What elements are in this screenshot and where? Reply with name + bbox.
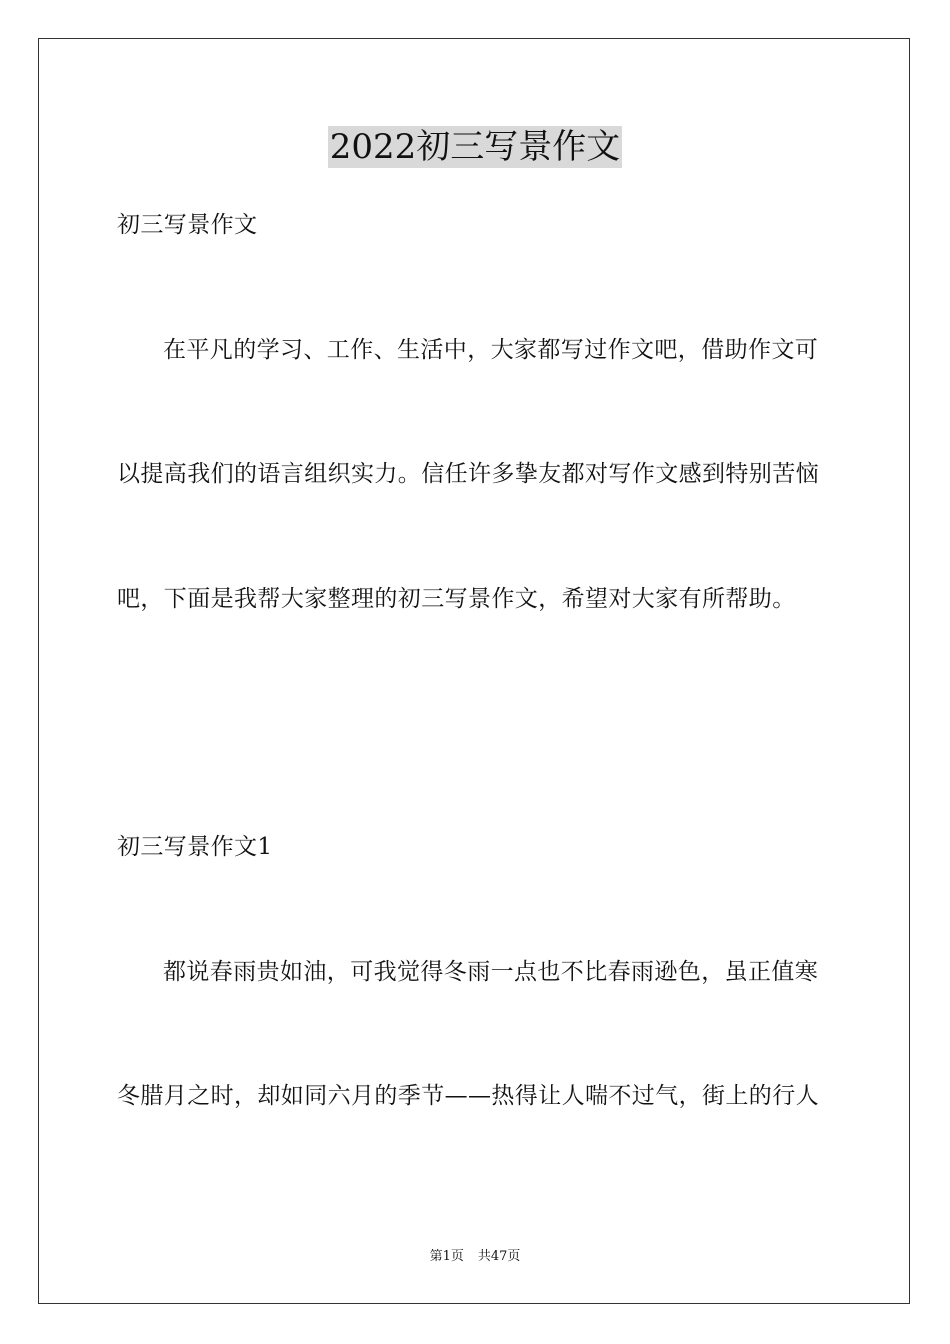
intro-line: 以提高我们的语言组织实力。信任许多挚友都对写作文感到特别苦恼 xyxy=(117,461,819,487)
section-line: 冬腊月之时，却如同六月的季节——热得让人喘不过气，街上的行人 xyxy=(117,1083,819,1109)
title-container xyxy=(0,126,950,168)
section-heading: 初三写景作文1 xyxy=(117,834,273,860)
document-subtitle: 初三写景作文 xyxy=(117,212,258,238)
total-pages: 共47页 xyxy=(477,1249,521,1264)
intro-line: 吧，下面是我帮大家整理的初三写景作文，希望对大家有所帮助。 xyxy=(117,586,796,612)
intro-line: 在平凡的学习、工作、生活中，大家都写过作文吧，借助作文可 xyxy=(163,337,819,363)
document-title: 2022初三写景作文 xyxy=(329,127,621,167)
section-line: 都说春雨贵如油，可我觉得冬雨一点也不比春雨逊色，虽正值寒 xyxy=(163,959,819,985)
page-number: 第1页 xyxy=(429,1249,464,1264)
page-footer xyxy=(0,1249,950,1265)
